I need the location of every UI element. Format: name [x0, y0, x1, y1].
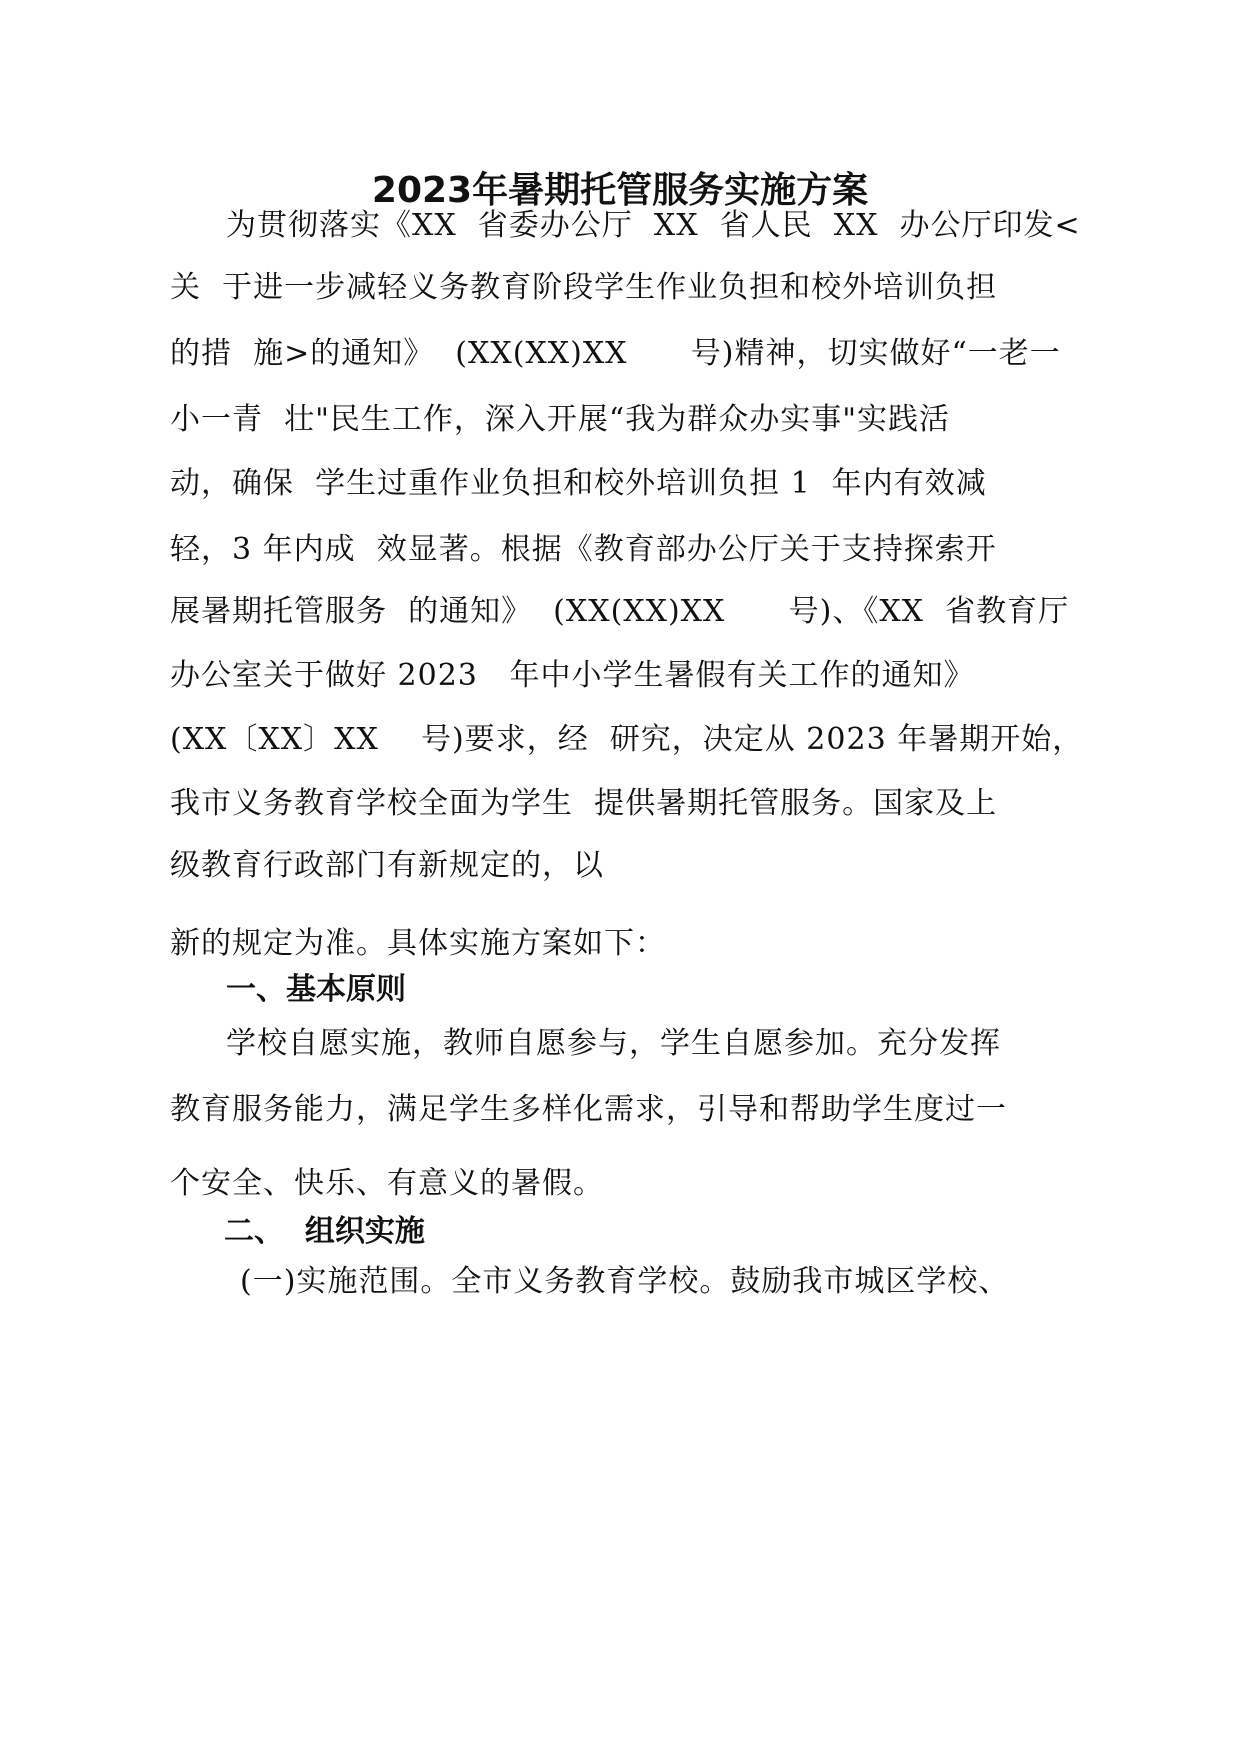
document-title: 2023年暑期托管服务实施方案 — [371, 170, 869, 211]
intro-line-1: 为贯彻落实《XX 省委办公厅 XX 省人民 XX 办公厅印发< — [226, 208, 1081, 243]
section-1-line-3: 个安全、快乐、有意义的暑假。 — [170, 1166, 604, 1201]
section-1-line-2: 教育服务能力，满足学生多样化需求，引导和帮助学生度过一 — [170, 1092, 1007, 1127]
intro-line-12: 新的规定为准。具体实施方案如下： — [170, 926, 666, 961]
section-1-line-1: 学校自愿实施，教师自愿参与，学生自愿参加。充分发挥 — [226, 1026, 1001, 1061]
intro-line-10: 我市义务教育学校全面为学生 提供暑期托管服务。国家及上 — [170, 786, 998, 821]
intro-line-9: (XX〔XX〕XX 号)要求，经 研究，决定从 2023 年暑期开始， — [170, 722, 1084, 757]
intro-line-6: 轻，3 年内成 效显著。根据《教育部办公厅关于支持探索开 — [170, 532, 997, 567]
intro-line-4: 小一青 壮"民生工作，深入开展“我为群众办实事"实践活 — [170, 402, 951, 437]
section-1-heading: 一、基本原则 — [226, 972, 406, 1007]
intro-line-8: 办公室关于做好 2023 年中小学生暑假有关工作的通知》 — [170, 658, 975, 693]
intro-line-11: 级教育行政部门有新规定的，以 — [170, 848, 604, 883]
intro-line-5: 动，确保 学生过重作业负担和校外培训负担 1 年内有效减 — [170, 466, 987, 501]
section-2-line-1: (一)实施范围。全市义务教育学校。鼓励我市城区学校、 — [240, 1264, 1010, 1299]
section-2-heading: 二、 组织实施 — [224, 1214, 425, 1249]
intro-line-2: 关 于进一步减轻义务教育阶段学生作业负担和校外培训负担 — [170, 270, 998, 305]
intro-line-3: 的措 施>的通知》 (XX(XX)XX 号)精神，切实做好“一老一 — [170, 336, 1061, 371]
intro-line-7: 展暑期托管服务 的通知》 (XX(XX)XX 号)、《XX 省教育厅 — [170, 594, 1070, 629]
